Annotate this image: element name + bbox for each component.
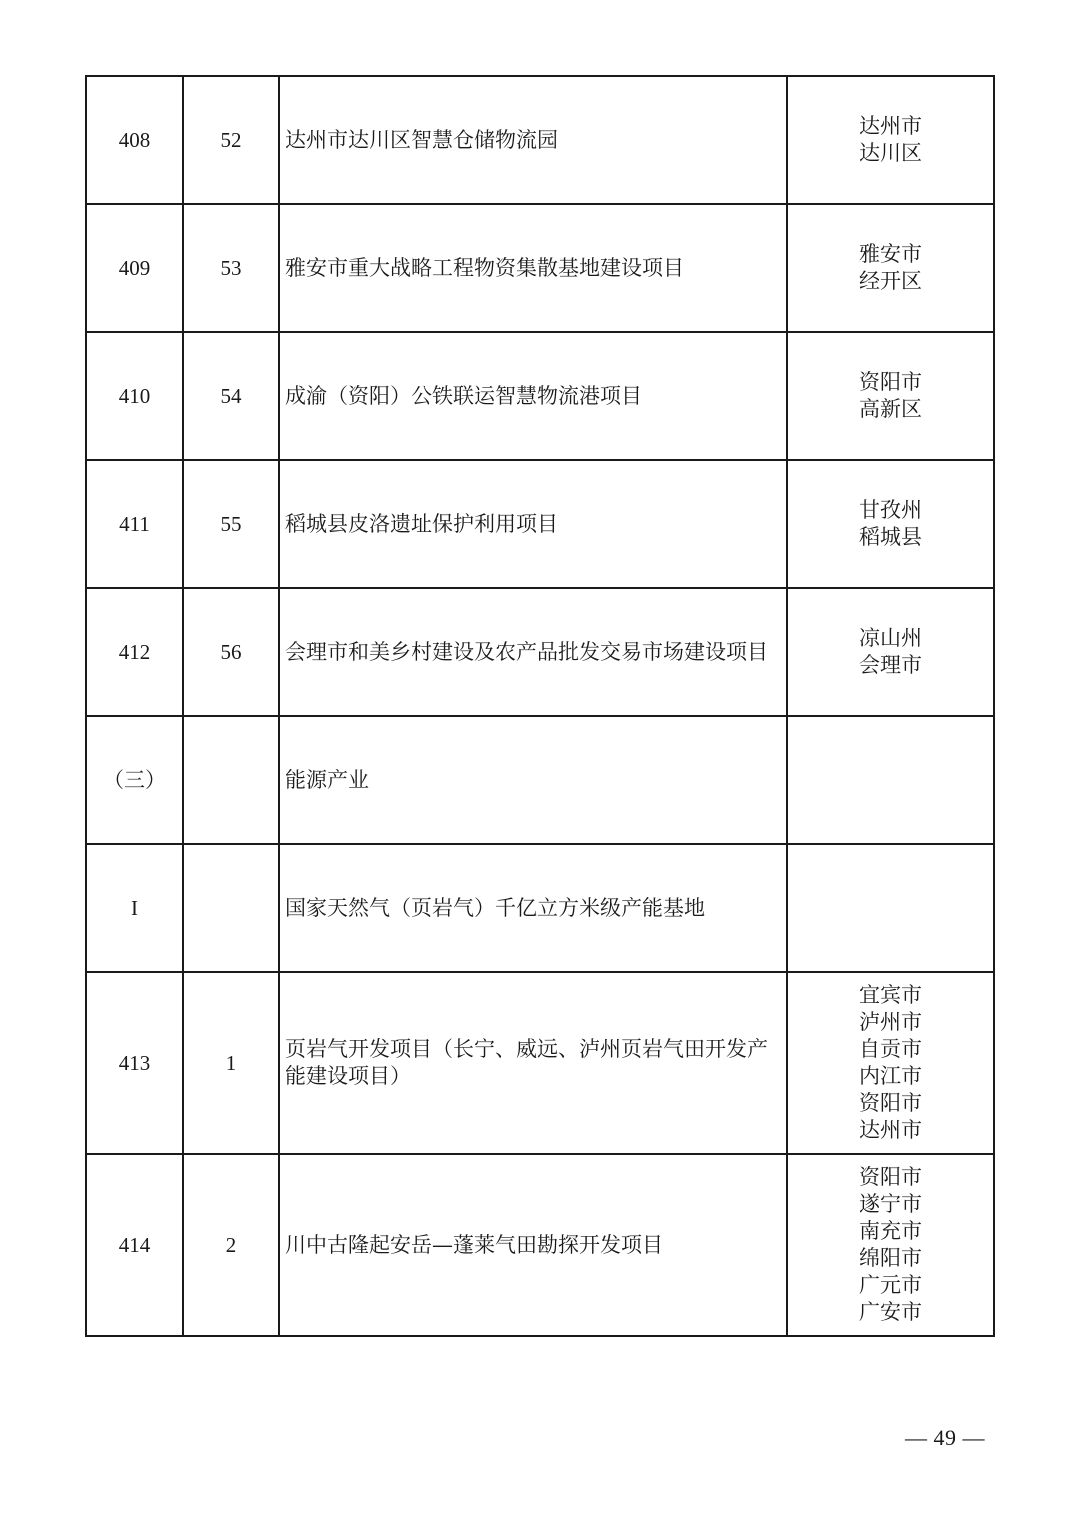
- location-line: 凉山州: [859, 626, 922, 650]
- row-sub-seq: 55: [183, 460, 279, 588]
- location-line: 达川区: [859, 141, 922, 165]
- table-row: [86, 332, 994, 460]
- table-row: [86, 972, 994, 1154]
- row-sub-seq: 52: [183, 76, 279, 204]
- location-line: 稻城县: [859, 525, 922, 549]
- row-project-name: 稻城县皮洛遗址保护利用项目: [279, 460, 787, 588]
- row-sub-seq: 53: [183, 204, 279, 332]
- table-row-section: [86, 844, 994, 972]
- row-project-name: 川中古隆起安岳—蓬莱气田勘探开发项目: [279, 1154, 787, 1336]
- row-location: [787, 972, 994, 1154]
- row-project-name: 达州市达川区智慧仓储物流园: [279, 76, 787, 204]
- table-row: [86, 1154, 994, 1336]
- location-line: 南充市: [859, 1219, 922, 1243]
- row-seq: 413: [86, 972, 183, 1154]
- row-sub-seq: 1: [183, 972, 279, 1154]
- location-line: 达州市: [859, 1118, 922, 1142]
- row-seq: 411: [86, 460, 183, 588]
- location-line: 经开区: [859, 269, 922, 293]
- table-row: [86, 460, 994, 588]
- row-project-name: 成渝（资阳）公铁联运智慧物流港项目: [279, 332, 787, 460]
- row-location: [787, 332, 994, 460]
- row-seq: 412: [86, 588, 183, 716]
- row-location: [787, 460, 994, 588]
- row-sub-seq: 54: [183, 332, 279, 460]
- table-row: [86, 204, 994, 332]
- row-project-name: 雅安市重大战略工程物资集散基地建设项目: [279, 204, 787, 332]
- row-seq: 414: [86, 1154, 183, 1336]
- row-location: [787, 844, 994, 972]
- location-line: 绵阳市: [859, 1246, 922, 1270]
- location-line: 广元市: [859, 1273, 922, 1297]
- row-section-title: 国家天然气（页岩气）千亿立方米级产能基地: [279, 844, 787, 972]
- row-location: [787, 588, 994, 716]
- location-line: 雅安市: [859, 242, 922, 266]
- row-section-title: 能源产业: [279, 716, 787, 844]
- table-row-section: [86, 716, 994, 844]
- location-line: 泸州市: [859, 1010, 922, 1034]
- row-location: [787, 76, 994, 204]
- location-line: 会理市: [859, 653, 922, 677]
- location-line: 资阳市: [859, 1091, 922, 1115]
- location-line: 资阳市: [859, 1165, 922, 1189]
- row-sub-seq: [183, 716, 279, 844]
- page-number: — 49 —: [905, 1425, 985, 1450]
- row-location: [787, 204, 994, 332]
- location-line: 资阳市: [859, 370, 922, 394]
- location-line: 达州市: [859, 114, 922, 138]
- location-line: 甘孜州: [859, 498, 922, 522]
- row-sub-seq: [183, 844, 279, 972]
- table-row: [86, 76, 994, 204]
- location-line: 内江市: [859, 1064, 922, 1088]
- row-seq: （三）: [86, 716, 183, 844]
- row-seq: 408: [86, 76, 183, 204]
- row-sub-seq: 2: [183, 1154, 279, 1336]
- location-line: 自贡市: [859, 1037, 922, 1061]
- row-project-name: 页岩气开发项目（长宁、威远、泸州页岩气田开发产能建设项目）: [279, 972, 787, 1154]
- row-seq: 409: [86, 204, 183, 332]
- row-seq: 410: [86, 332, 183, 460]
- location-line: 宜宾市: [859, 983, 922, 1007]
- project-table: [85, 75, 995, 1337]
- location-line: 遂宁市: [859, 1192, 922, 1216]
- row-location: [787, 716, 994, 844]
- table-row: [86, 588, 994, 716]
- row-seq: I: [86, 844, 183, 972]
- location-line: 广安市: [859, 1300, 922, 1324]
- row-project-name: 会理市和美乡村建设及农产品批发交易市场建设项目: [279, 588, 787, 716]
- row-sub-seq: 56: [183, 588, 279, 716]
- row-location: [787, 1154, 994, 1336]
- location-line: 高新区: [859, 397, 922, 421]
